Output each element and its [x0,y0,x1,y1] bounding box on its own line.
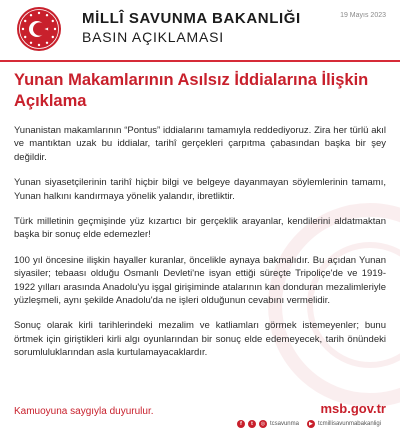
paragraph: Sonuç olarak kirli tarihlerindeki mezalim ve katliamları görmek istemeyenler; bunu örtmek için giriştikleri kirli algı oyunlarından bir sonuç elde edemeyecek, tarih önündeki sorumluluklarından asla kurtulamayacaklardır. [14,320,386,359]
paragraph: 100 yıl öncesine ilişkin hayaller kuranlar, öncelikle aynaya bakmalıdır. Bu açıdan Yunan siyasiler; tebaası olduğu Osmanlı Devleti'ne isyan ettiği süreçte Tripoliçe'de ve 1919-1922 yılları arasında Anadolu'yu işgal girişiminde atalarının kan donduran mezalimleriyle yüzleşmeli, aynı şekilde Anadolu'da ne işleri olduğunun cevabını vermelidir. [14,254,386,307]
social-handle[interactable]: tcmillisavunmabakanligi [317,421,381,427]
ministry-name: MİLLÎ SAVUNMA BAKANLIĞI [82,10,301,27]
paragraph: Türk milletinin geçmişinde yüz kızartıcı bir gerçeklik arayanlar, kendilerini aldatmaktan başka bir sonuç elde edemezler! [14,216,386,241]
twitter-icon[interactable]: t [248,420,256,428]
header-divider [0,60,400,62]
facebook-icon[interactable]: f [237,420,245,428]
social-handle[interactable]: tcsavunma [269,421,299,427]
ministry-emblem-icon [16,6,62,52]
paragraph: Yunanistan makamlarının “Pontus” iddialarını tamamıyla reddediyoruz. Zira her türlü akıl ve mantıktan uzak bu iddialar, tarihî gerçekleri çarpıtma çabasından başka bir şey değildir. [14,125,386,163]
social-links [237,420,386,428]
statement-body [14,124,386,372]
page-title: Yunan Makamlarının Asılsız İddialarına İlişkin Açıklama [14,71,369,110]
instagram-icon[interactable]: ◎ [260,421,266,427]
website-link[interactable]: msb.gov.tr [320,401,386,416]
release-date: 19 Mayıs 2023 [340,12,386,19]
youtube-icon[interactable]: ▶ [307,420,315,428]
press-release-label: BASIN AÇIKLAMASI [82,29,224,45]
paragraph: Yunan siyasetçilerinin tarihî hiçbir bilgi ve belgeye dayanmayan söylemlerinin tamamı, Yunan halkını kandırmaya yönelik yalandır, ibretliktir. [14,177,386,202]
closing-line: Kamuoyuna saygıyla duyurulur. [14,406,154,417]
header [0,0,400,62]
